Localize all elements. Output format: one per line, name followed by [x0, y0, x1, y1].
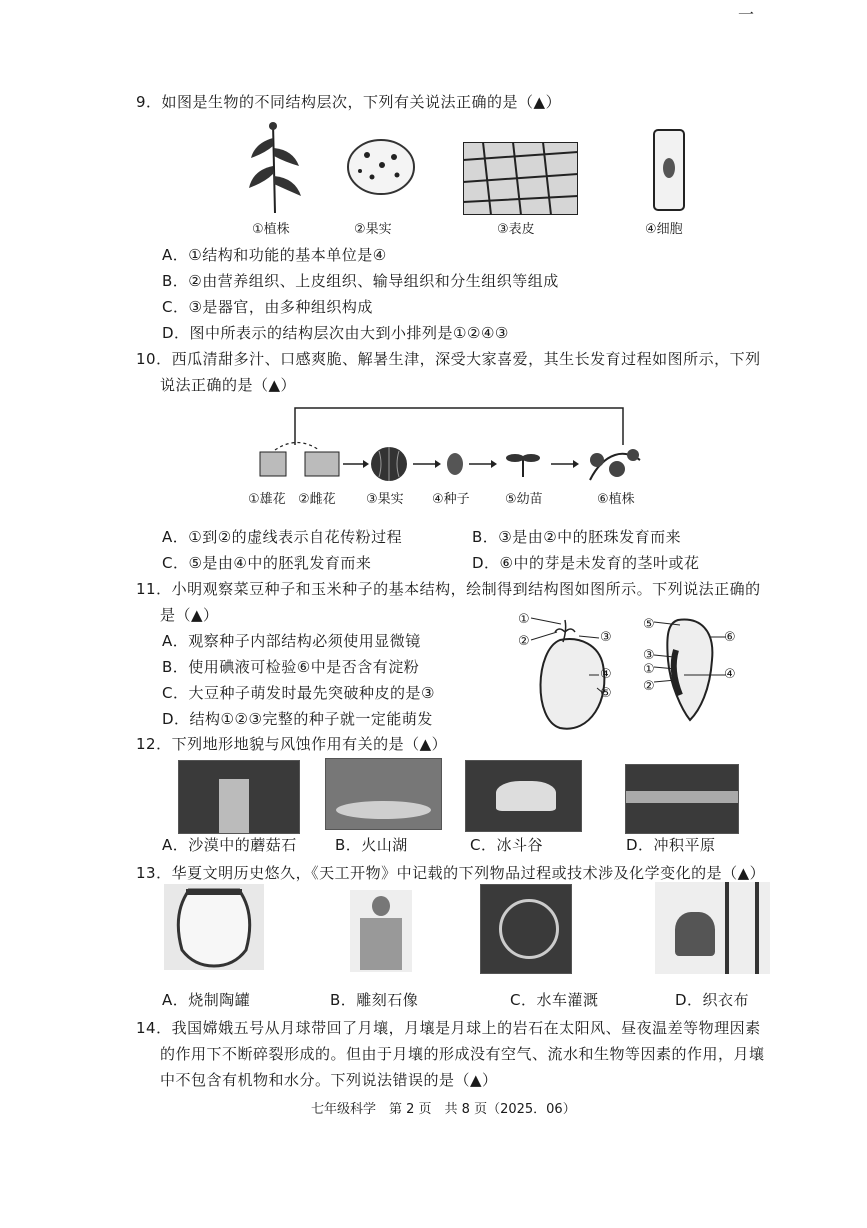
q9-figure-cell: [652, 128, 686, 212]
q14-line1: 14．我国嫦娥五号从月球带回了月壤，月壤是月球上的岩石在太阳风、昼夜温差等物理因素: [136, 1019, 761, 1037]
page-footer: 七年级科学 第 2 页 共 8 页（2025．06）: [311, 1102, 576, 1117]
q12-stem: 12．下列地形地貌与风蚀作用有关的是（▲）: [136, 735, 448, 753]
q11-corn-label-1: ①: [643, 662, 655, 677]
q9-figure-epidermis: [463, 142, 578, 215]
q13-option-d: D．织衣布: [675, 991, 750, 1009]
q11-option-b: B．使用碘液可检验⑥中是否含有淀粉: [162, 658, 420, 676]
q9-option-b: B．②由营养组织、上皮组织、输导组织和分生组织等组成: [162, 272, 559, 290]
q11-bean-label-2: ②: [518, 634, 530, 649]
q10-stem-line2: 说法正确的是（▲）: [160, 376, 297, 394]
q11-corn-label-2: ②: [643, 679, 655, 694]
q13-photo-weaving: [655, 882, 770, 974]
q12-photo-cirque-valley: [465, 760, 582, 832]
q13-stem: 13．华夏文明历史悠久，《天工开物》中记载的下列物品过程或技术涉及化学变化的是（▲）: [136, 864, 766, 882]
q11-bean-label-3: ③: [600, 630, 612, 645]
q12-option-b: B．火山湖: [335, 836, 408, 854]
q9-stem: 9．如图是生物的不同结构层次，下列有关说法正确的是（▲）: [136, 93, 562, 111]
q11-corn-label-4: ④: [724, 667, 736, 682]
q12-photo-alluvial-plain: [625, 764, 739, 834]
q10-option-a: A．①到②的虚线表示自花传粉过程: [162, 528, 403, 546]
q13-option-c: C．水车灌溉: [510, 991, 599, 1009]
q11-bean-label-1: ①: [518, 612, 530, 627]
q11-option-c: C．大豆种子萌发时最先突破种皮的是③: [162, 684, 435, 702]
q12-photo-volcanic-lake: [325, 758, 442, 830]
q11-corn-label-6: ⑥: [724, 630, 736, 645]
q11-corn-label-3: ③: [643, 648, 655, 663]
q9-caption-4: ④细胞: [645, 222, 683, 237]
q10-option-b: B．③是由②中的胚珠发育而来: [472, 528, 682, 546]
q14-line3: 中不包含有机物和水分。下列说法错误的是（▲）: [160, 1071, 498, 1089]
q10-caption-6: ⑥植株: [597, 492, 635, 507]
q11-stem-line2: 是（▲）: [160, 606, 219, 624]
q12-option-a: A．沙漠中的蘑菇石: [162, 836, 297, 854]
q12-option-d: D．冲积平原: [626, 836, 716, 854]
q10-caption-5: ⑤幼苗: [505, 492, 543, 507]
q10-caption-2: ②雌花: [298, 492, 336, 507]
q13-option-b: B．雕刻石像: [330, 991, 419, 1009]
q9-option-c: C．③是器官，由多种组织构成: [162, 298, 373, 316]
corner-mark: 一: [738, 5, 755, 24]
q10-option-c: C．⑤是由④中的胚乳发育而来: [162, 554, 372, 572]
q11-option-a: A．观察种子内部结构必须使用显微镜: [162, 632, 421, 650]
q11-stem-line1: 11．小明观察菜豆种子和玉米种子的基本结构，绘制得到结构图如图所示。下列说法正确的: [136, 580, 761, 598]
q9-caption-3: ③表皮: [497, 222, 535, 237]
q13-photo-stone-statue: [350, 890, 412, 972]
q11-bean-label-4: ④: [600, 667, 612, 682]
q11-option-d: D．结构①②③完整的种子就一定能萌发: [162, 710, 433, 728]
q10-caption-4: ④种子: [432, 492, 470, 507]
q9-option-a: A．①结构和功能的基本单位是④: [162, 246, 387, 264]
q10-option-d: D．⑥中的芽是未发育的茎叶或花: [472, 554, 700, 572]
q9-figure-fruit: [342, 135, 420, 197]
q9-option-d: D．图中所表示的结构层次由大到小排列是①②④③: [162, 324, 509, 342]
q14-line2: 的作用下不断碎裂形成的。但由于月壤的形成没有空气、流水和生物等因素的作用，月壤: [160, 1045, 765, 1063]
q10-lifecycle-figure: [255, 405, 645, 493]
q9-figure-plant: [245, 118, 305, 214]
q13-photo-waterwheel: [480, 884, 572, 974]
q11-corn-label-5: ⑤: [643, 617, 655, 632]
q9-caption-2: ②果实: [354, 222, 392, 237]
q9-caption-1: ①植株: [252, 222, 290, 237]
q13-option-a: A．烧制陶罐: [162, 991, 251, 1009]
q10-stem-line1: 10．西瓜清甜多汁、口感爽脆、解暑生津，深受大家喜爱，其生长发育过程如图所示，下列: [136, 350, 761, 368]
q11-bean-label-5: ⑤: [600, 686, 612, 701]
q12-photo-mushroom-rock: [178, 760, 300, 834]
q13-photo-pottery-jar: [164, 884, 264, 970]
q10-caption-1: ①雄花: [248, 492, 286, 507]
q12-option-c: C．冰斗谷: [470, 836, 543, 854]
q10-caption-3: ③果实: [366, 492, 404, 507]
